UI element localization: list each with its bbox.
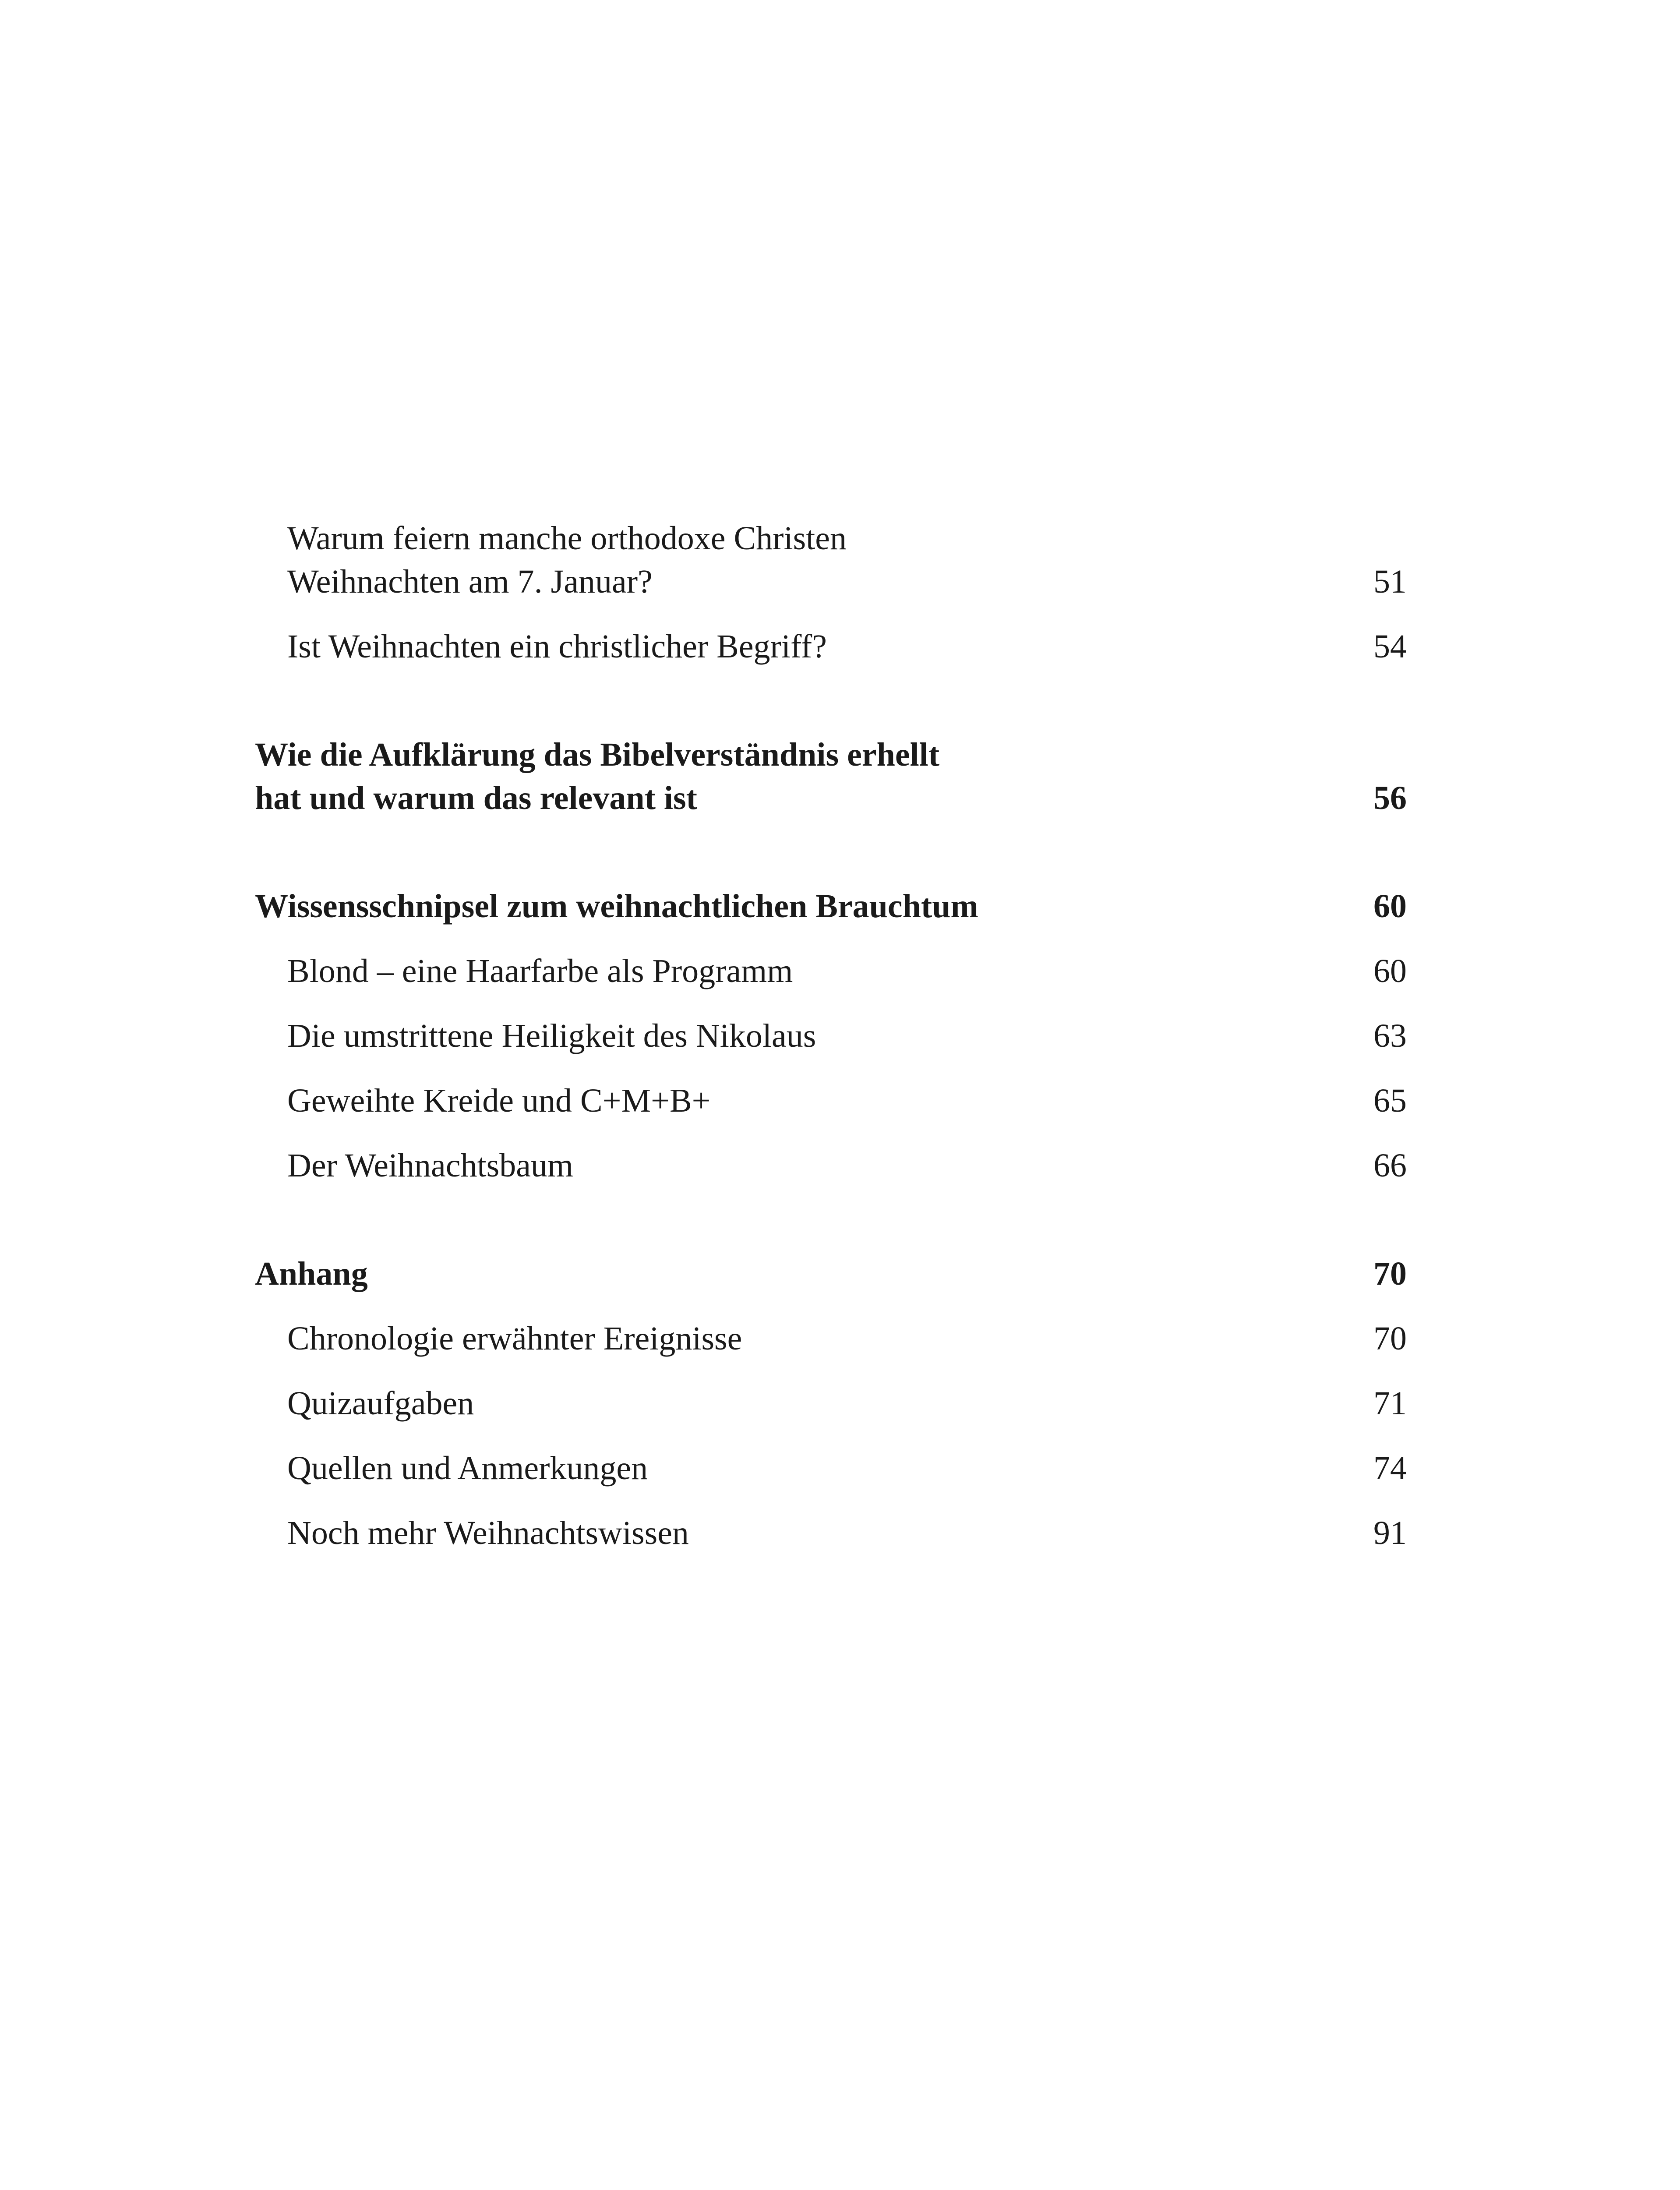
toc-chapter-title [255,885,1319,928]
toc-entry-quiz[interactable] [255,1382,1407,1425]
toc-entry-title-line: Der Weihnachtsbaum [287,1147,574,1184]
toc-entry-page: 63 [1373,1017,1407,1054]
toc-entry-title-line: Chronologie erwähnter Ereignisse [287,1320,742,1357]
toc-entry-title [287,1144,1319,1187]
toc-entry-title [287,517,1319,604]
toc-entry-page: 51 [1373,563,1407,600]
toc-entry-page: 54 [1373,628,1407,665]
toc-chapter-title [255,733,1319,820]
toc-chapter-appendix[interactable] [255,1252,1407,1296]
toc-entry-title [287,625,1319,668]
toc-chapter-title-line: hat und warum das relevant ist [255,780,697,816]
toc-chapter-title-line: Wie die Aufklärung das Bibelverständnis erhellt [255,736,940,773]
toc-entry-title-line: Quizaufgaben [287,1385,474,1422]
toc-entry-page: 66 [1373,1147,1407,1184]
toc-entry-title [287,1014,1319,1058]
toc-entry-page: 70 [1373,1320,1407,1357]
toc-entry-page: 60 [1373,953,1407,989]
toc-entry-title-line: Ist Weihnachten ein christlicher Begriff? [287,628,827,665]
toc-entry-more-knowledge[interactable] [255,1512,1407,1555]
toc-entry-title [287,1512,1319,1555]
toc-entry-sources[interactable] [255,1447,1407,1490]
toc-entry-page: 74 [1373,1450,1407,1487]
toc-chapter-page: 60 [1373,888,1407,925]
toc-entry-title [287,1447,1319,1490]
toc-chapter-page: 70 [1373,1255,1407,1292]
toc-entry-title-line: Geweihte Kreide und C+M+B+ [287,1082,711,1119]
toc-entry-page: 91 [1373,1515,1407,1551]
toc-entry-title-line: Die umstrittene Heiligkeit des Nikolaus [287,1017,816,1054]
toc-entry-title [287,1079,1319,1123]
toc-chapter-customs[interactable] [255,885,1407,928]
toc-chapter-page: 56 [1373,780,1407,816]
toc-entry-title [287,1382,1319,1425]
toc-entry-title-line: Blond – eine Haarfarbe als Programm [287,953,793,989]
toc-entry-title-line: Noch mehr Weihnachtswissen [287,1515,689,1551]
toc-entry-page: 65 [1373,1082,1407,1119]
toc-entry-nikolaus[interactable] [255,1014,1407,1058]
toc-chapter-title-line: Anhang [255,1255,368,1292]
toc-entry-title-line: Warum feiern manche orthodoxe Christen [287,520,847,557]
toc-entry-blond[interactable] [255,950,1407,993]
toc-entry-title-line: Quellen und Anmerkungen [287,1450,648,1487]
toc-entry-title [287,950,1319,993]
toc-entry-title [287,1317,1319,1360]
toc-entry-orthodox-christmas[interactable] [255,517,1407,604]
toc-entry-title-line: Weihnachten am 7. Januar? [287,563,653,600]
toc-entry-page: 71 [1373,1385,1407,1422]
toc-entry-chalk[interactable] [255,1079,1407,1123]
toc-chapter-title-line: Wissensschnipsel zum weihnachtlichen Brauchtum [255,888,978,925]
table-of-contents [255,517,1407,1576]
toc-chapter-enlightenment[interactable] [255,733,1407,820]
toc-entry-christmas-tree[interactable] [255,1144,1407,1187]
toc-entry-chronology[interactable] [255,1317,1407,1360]
toc-entry-christian-term[interactable] [255,625,1407,668]
toc-chapter-title [255,1252,1319,1296]
